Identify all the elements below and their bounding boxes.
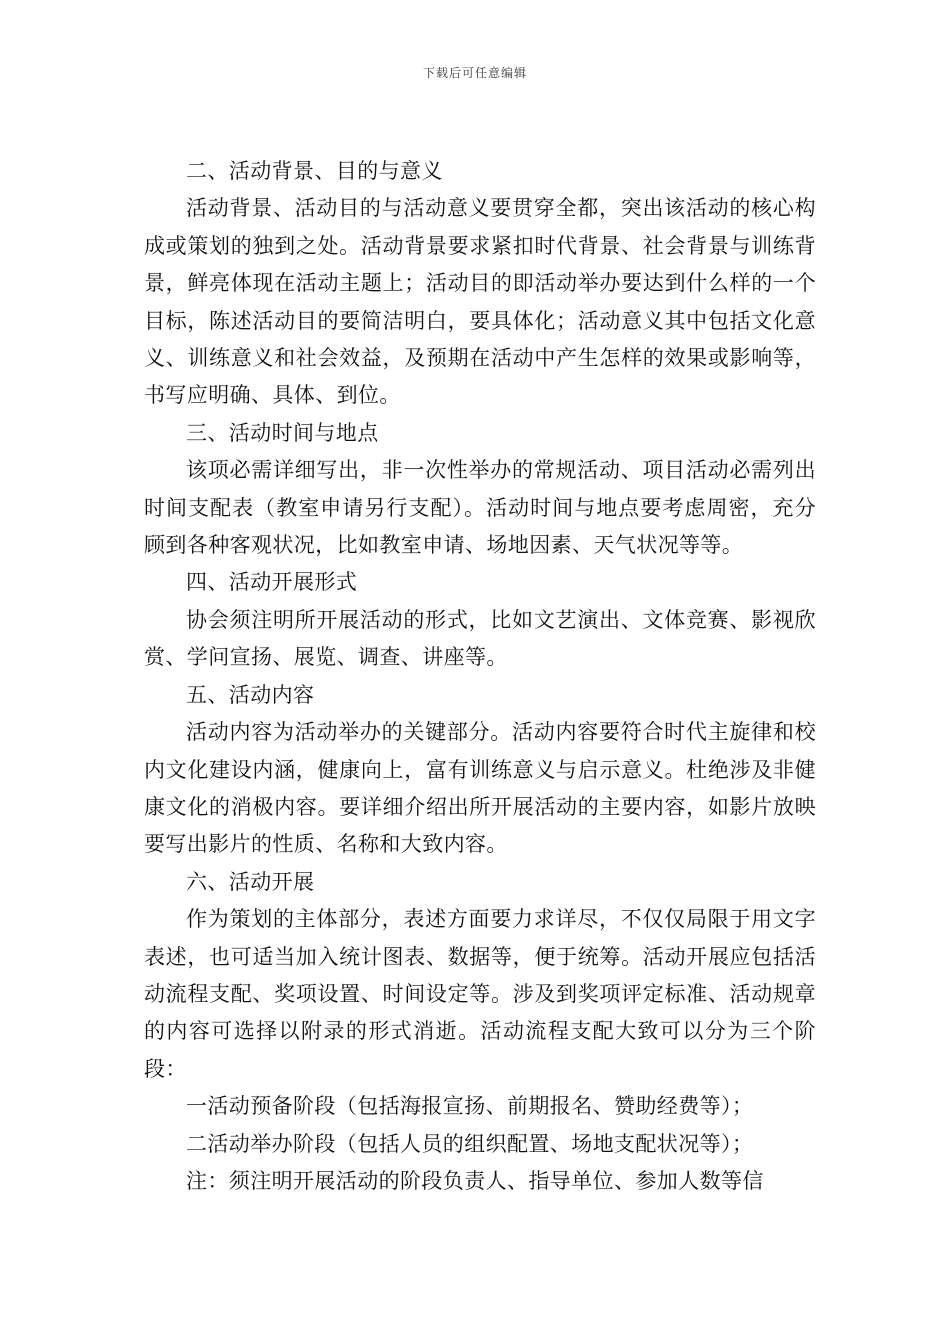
paragraph-time-place: 该项必需详细写出，非一次性举办的常规活动、项目活动必需列出时间支配表（教室申请另行支配）。活动时间与地点要考虑周密，充分顾到各种客观状况，比如教室申请、场地因素、天气状况等等。 xyxy=(144,458,816,558)
page-header-note: 下载后可任意编辑 xyxy=(422,66,527,80)
list-item-stage-2: 二活动举办阶段（包括人员的组织配置、场地支配状况等）； xyxy=(186,1131,754,1156)
list-item-stage-1: 一活动预备阶段（包括海报宣扬、前期报名、赞助经费等）； xyxy=(186,1094,754,1119)
section-heading-form: 四、活动开展形式 xyxy=(186,570,358,595)
document-body xyxy=(144,153,816,1200)
section-heading-background: 二、活动背景、目的与意义 xyxy=(186,159,443,183)
section-heading-content: 五、活动内容 xyxy=(186,682,315,707)
section-heading-execution: 六、活动开展 xyxy=(186,869,315,894)
section-heading-time-place: 三、活动时间与地点 xyxy=(186,420,379,445)
paragraph-form: 协会须注明所开展活动的形式，比如文艺演出、文体竞赛、影视欣赏、学问宣扬、展览、调查、讲座等。 xyxy=(144,607,816,670)
paragraph-background: 活动背景、活动目的与活动意义要贯穿全都，突出该活动的核心构成或策划的独到之处。活动背景要求紧扣时代背景、社会背景与训练背景，鲜亮体现在活动主题上；活动目的即活动举办要达到什么样的一个目标，陈述活动目的要简洁明白，要具体化；活动意义其中包括文化意义、训练意义和社会效益，及预期在活动中产生怎样的效果或影响等，书写应明确、具体、到位。 xyxy=(144,196,816,408)
paragraph-content: 活动内容为活动举办的关键部分。活动内容要符合时代主旋律和校内文化建设内涵，健康向上，富有训练意义与启示意义。杜绝涉及非健康文化的消极内容。要详细介绍出所开展活动的主要内容，如影片放映要写出影片的性质、名称和大致内容。 xyxy=(144,720,816,857)
paragraph-note: 注：须注明开展活动的阶段负责人、指导单位、参加人数等信 xyxy=(186,1168,764,1193)
paragraph-execution: 作为策划的主体部分，表述方面要力求详尽，不仅仅局限于用文字表述，也可适当加入统计图表、数据等，便于统筹。活动开展应包括活动流程支配、奖项设置、时间设定等。涉及到奖项评定标准、活动规章的内容可选择以附录的形式消逝。活动流程支配大致可以分为三个阶段： xyxy=(144,907,816,1081)
